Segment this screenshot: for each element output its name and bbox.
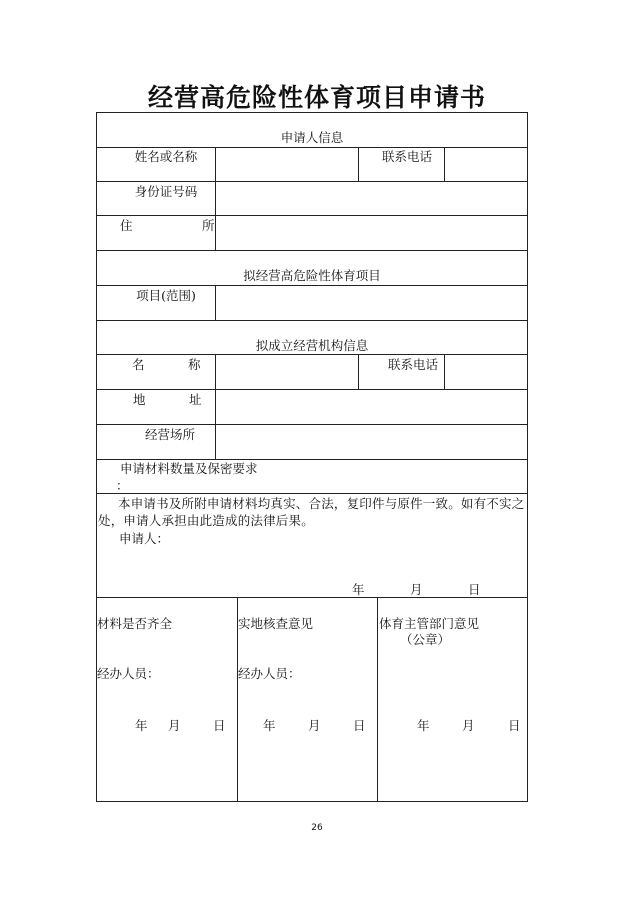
row-divider — [96, 459, 528, 460]
review-col1-handler-label: 经办人员： — [97, 666, 160, 681]
organization-address-label-part2: 址 — [189, 392, 202, 407]
declaration-text: 本申请书及所附申请材料均真实、合法，复印件与原件一致。如有不实之处，申请人承担由此造成的法律后果。 — [98, 496, 525, 528]
review-col3-date-day: 日 — [508, 718, 521, 733]
organization-section-header: 拟成立经营机构信息 — [255, 338, 369, 353]
applicant-address-label-part2: 所 — [202, 218, 215, 233]
review-col2-date-year: 年 — [263, 718, 276, 733]
materials-colon: ： — [116, 478, 129, 493]
review-col1-date-day: 日 — [213, 718, 226, 733]
row-divider — [96, 215, 528, 216]
project-scope-label: 项目(范围) — [136, 288, 196, 303]
declaration-date-day: 日 — [468, 582, 481, 597]
review-col1-title: 材料是否齐全 — [97, 616, 173, 631]
review-col3-date-month: 月 — [462, 718, 475, 733]
applicant-id-label: 身份证号码 — [134, 184, 198, 199]
review-col2-date-month: 月 — [308, 718, 321, 733]
organization-name-label-part1: 名 — [132, 357, 145, 372]
row-divider — [96, 424, 528, 425]
col-divider — [444, 354, 445, 389]
organization-venue-label: 经营场所 — [144, 427, 195, 442]
organization-address-label-part1: 地 — [133, 392, 146, 407]
col-divider — [358, 147, 359, 181]
row-divider — [96, 285, 528, 286]
row-divider — [96, 320, 528, 321]
row-divider — [96, 597, 528, 598]
review-col3-date-year: 年 — [417, 718, 430, 733]
review-col2-date-day: 日 — [353, 718, 366, 733]
row-divider — [96, 250, 528, 251]
row-divider — [96, 389, 528, 390]
organization-name-label-part2: 称 — [188, 357, 201, 372]
row-divider — [96, 181, 528, 182]
applicant-phone-label: 联系电话 — [382, 149, 433, 164]
applicant-section-header: 申请人信息 — [280, 130, 344, 145]
organization-phone-label: 联系电话 — [388, 357, 439, 372]
col-divider — [215, 354, 216, 459]
project-section-header: 拟经营高危险性体育项目 — [243, 268, 381, 283]
row-divider — [96, 147, 528, 148]
materials-label: 申请材料数量及保密要求 — [120, 461, 258, 476]
document-title: 经营高危险性体育项目申请书 — [147, 83, 486, 112]
col-divider — [444, 147, 445, 181]
row-divider — [96, 493, 528, 494]
col-divider — [358, 354, 359, 389]
applicant-name-label: 姓名或名称 — [134, 149, 198, 164]
row-divider — [96, 354, 528, 355]
review-col3-title: 体育主管部门意见 — [379, 616, 480, 631]
applicant-address-label-part1: 住 — [120, 218, 133, 233]
review-col2-handler-label: 经办人员： — [238, 666, 301, 681]
declaration-date-month: 月 — [410, 582, 423, 597]
declaration-date-year: 年 — [352, 582, 365, 597]
declaration-applicant-label: 申请人： — [119, 531, 170, 546]
review-col2-title: 实地核查意见 — [238, 616, 314, 631]
review-col1-date-year: 年 — [135, 718, 148, 733]
page-number: 26 — [311, 823, 323, 833]
review-col1-date-month: 月 — [168, 718, 181, 733]
review-col3-seal: （公章） — [400, 632, 451, 647]
col-divider — [377, 597, 378, 802]
